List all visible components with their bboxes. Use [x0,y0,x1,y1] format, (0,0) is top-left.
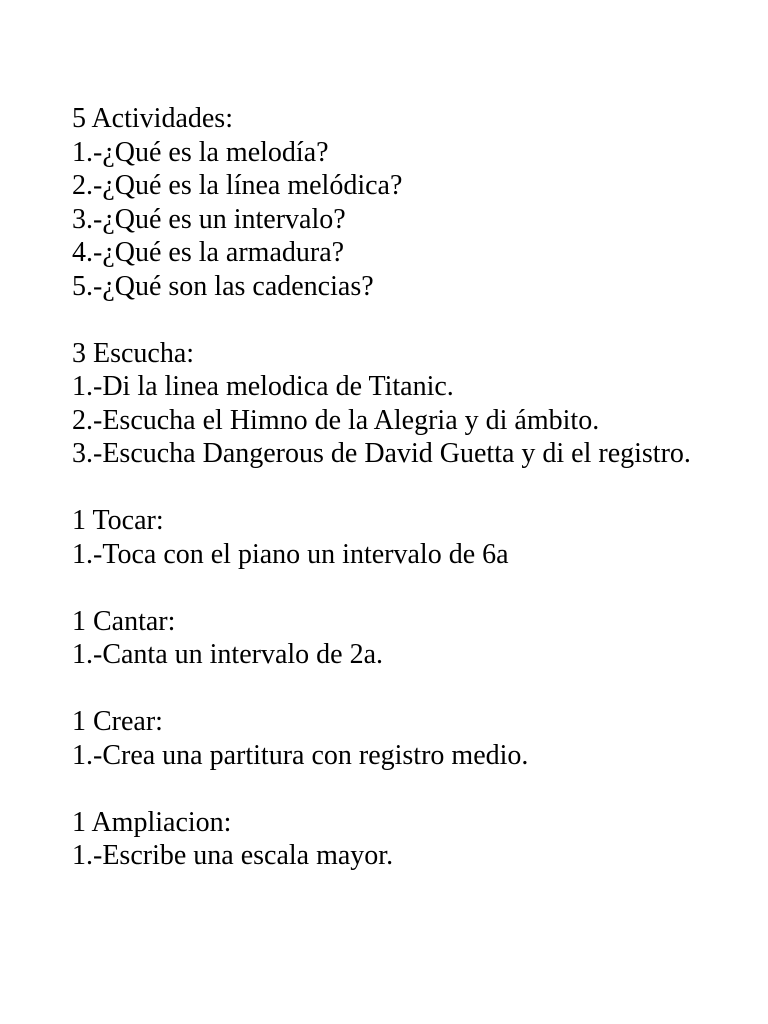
list-item: 4.-¿Qué es la armadura? [72,237,345,268]
list-item: 1.-Toca con el piano un intervalo de 6a [72,538,509,570]
section-crear [72,705,722,772]
list-item: 3.-Escucha Dangerous de David Guetta y di el registro. [72,438,691,469]
list-item: 2.-Escucha el Himno de la Alegria y di ámbito. [72,404,600,436]
section-actividades [72,102,722,303]
section-heading: 1 Cantar: [72,605,176,637]
list-item: 1.-Escribe una escala mayor. [72,840,394,871]
section-heading: 1 Tocar: [72,505,164,536]
list-item: 5.-¿Qué son las cadencias? [72,270,374,302]
list-item: 1.-Canta un intervalo de 2a. [72,639,384,670]
section-heading: 1 Crear: [72,706,163,737]
list-item: 1.-¿Qué es la melodía? [72,136,329,168]
list-item: 1.-Di la linea melodica de Titanic. [72,371,454,402]
section-escucha [72,337,722,471]
section-tocar [72,504,722,571]
section-heading: 5 Actividades: [72,103,233,134]
section-ampliacion [72,806,722,873]
section-heading: 1 Ampliacion: [72,806,232,838]
section-heading: 3 Escucha: [72,337,195,369]
list-item: 1.-Crea una partitura con registro medio. [72,739,529,771]
section-cantar [72,605,722,672]
document-body [72,102,722,906]
list-item: 3.-¿Qué es un intervalo? [72,203,346,235]
list-item: 2.-¿Qué es la línea melódica? [72,170,403,201]
